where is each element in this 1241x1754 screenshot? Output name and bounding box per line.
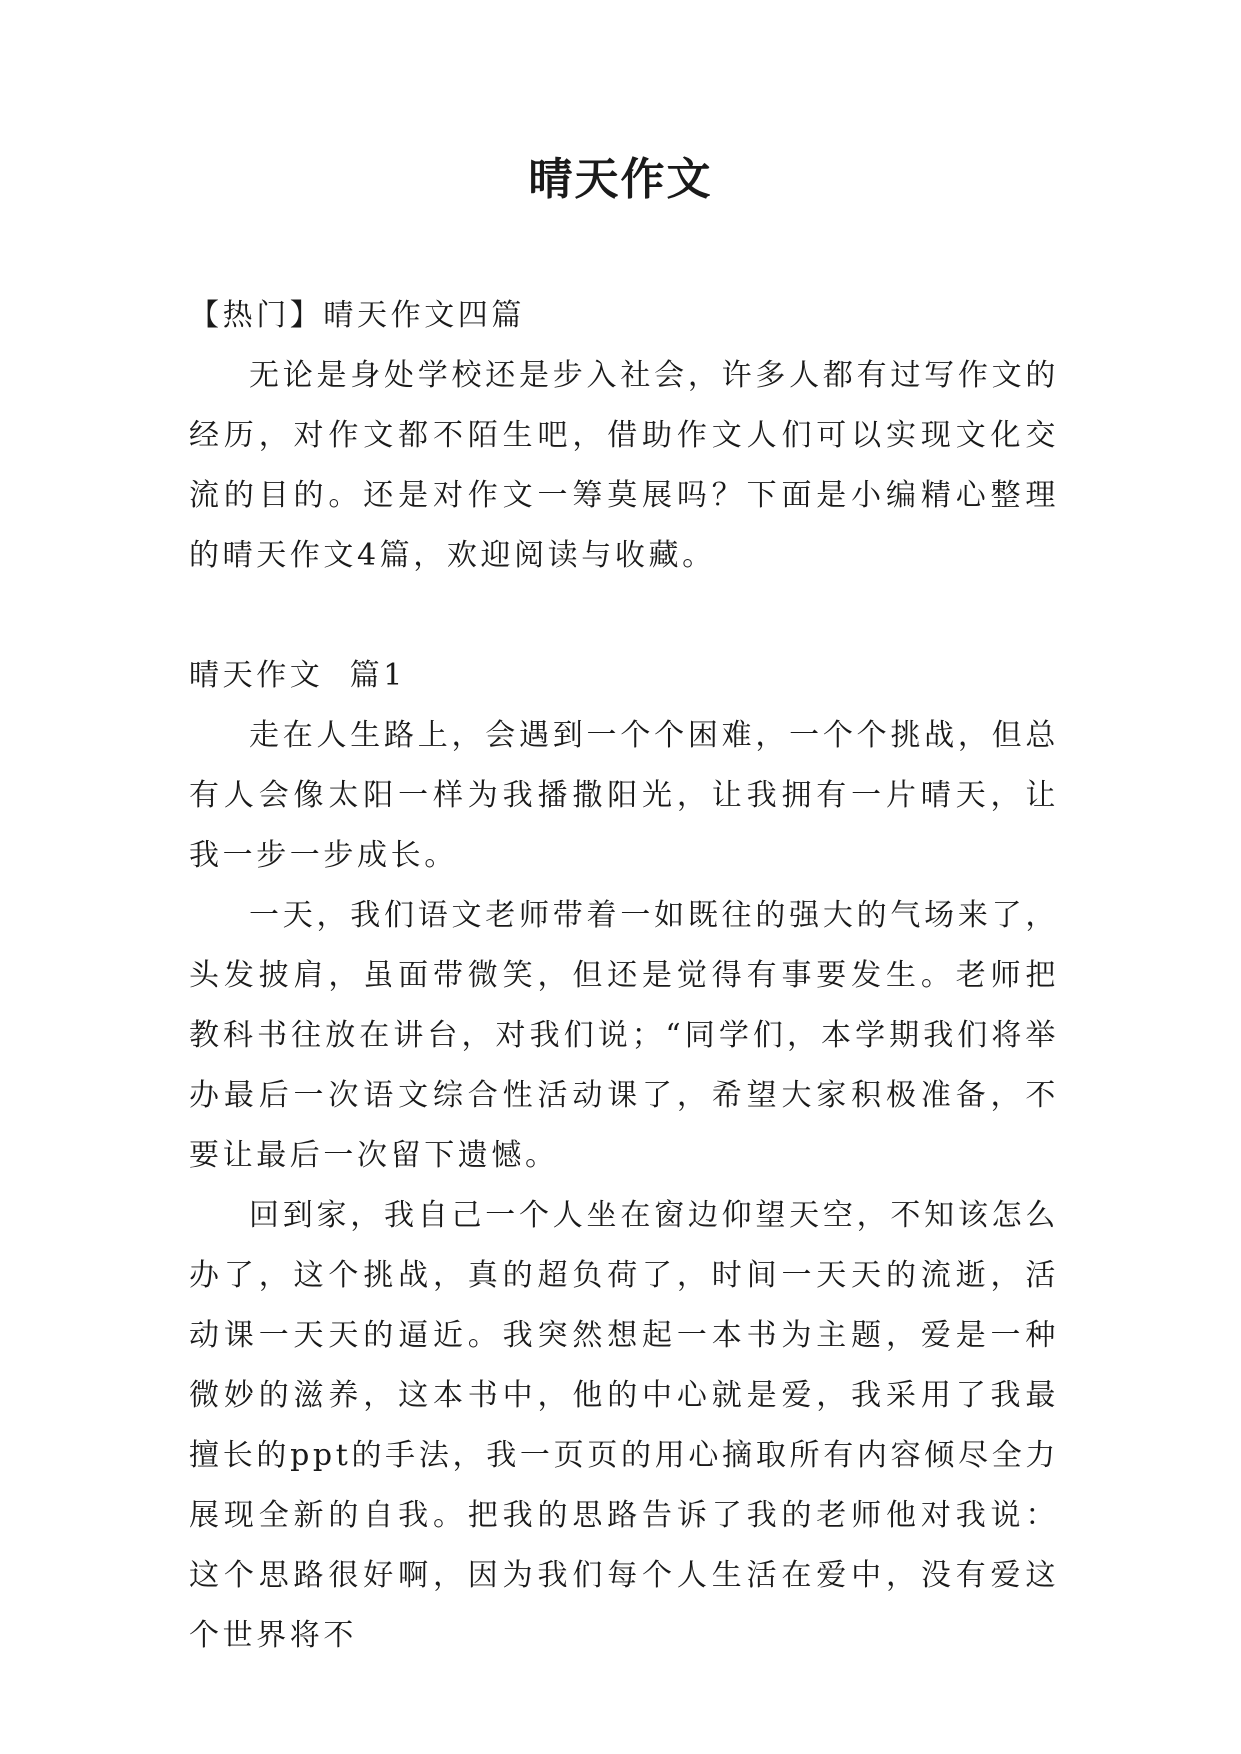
document-title: 晴天作文 [528,154,713,205]
section-paragraph-1: 走在人生路上，会遇到一个个困难，一个个挑战，但总有人会像太阳一样为我播撒阳光，让我拥有一片晴天，让我一步一步成长。 [189,718,1059,873]
section-heading: 晴天作文 篇1 [189,658,406,693]
intro-paragraph: 无论是身处学校还是步入社会，许多人都有过写作文的经历，对作文都不陌生吧，借助作文人们可以实现文化交流的目的。还是对作文一筹莫展吗？下面是小编精心整理的晴天作文4篇，欢迎阅读与收藏。 [189,358,1059,573]
section-paragraph-3: 回到家，我自己一个人坐在窗边仰望天空，不知该怎么办了，这个挑战，真的超负荷了，时间一天天的流逝，活动课一天天的逼近。我突然想起一本书为主题，爱是一种微妙的滋养，这本书中，他的中心就是爱，我采用了我最擅长的ppt的手法，我一页页的用心摘取所有内容倾尽全力展现全新的自我。把我的思路告诉了我的老师他对我说：这个思路很好啊，因为我们每个人生活在爱中，没有爱这个世界将不 [189,1198,1059,1653]
section-paragraph-2: 一天，我们语文老师带着一如既往的强大的气场来了，头发披肩，虽面带微笑，但还是觉得有事要发生。老师把教科书往放在讲台，对我们说；“同学们，本学期我们将举办最后一次语文综合性活动课了，希望大家积极准备，不要让最后一次留下遗憾。 [189,898,1059,1173]
article-subtitle: 【热门】晴天作文四篇 [189,298,525,333]
document-body [189,286,1059,1666]
section-spacer [189,586,1059,646]
